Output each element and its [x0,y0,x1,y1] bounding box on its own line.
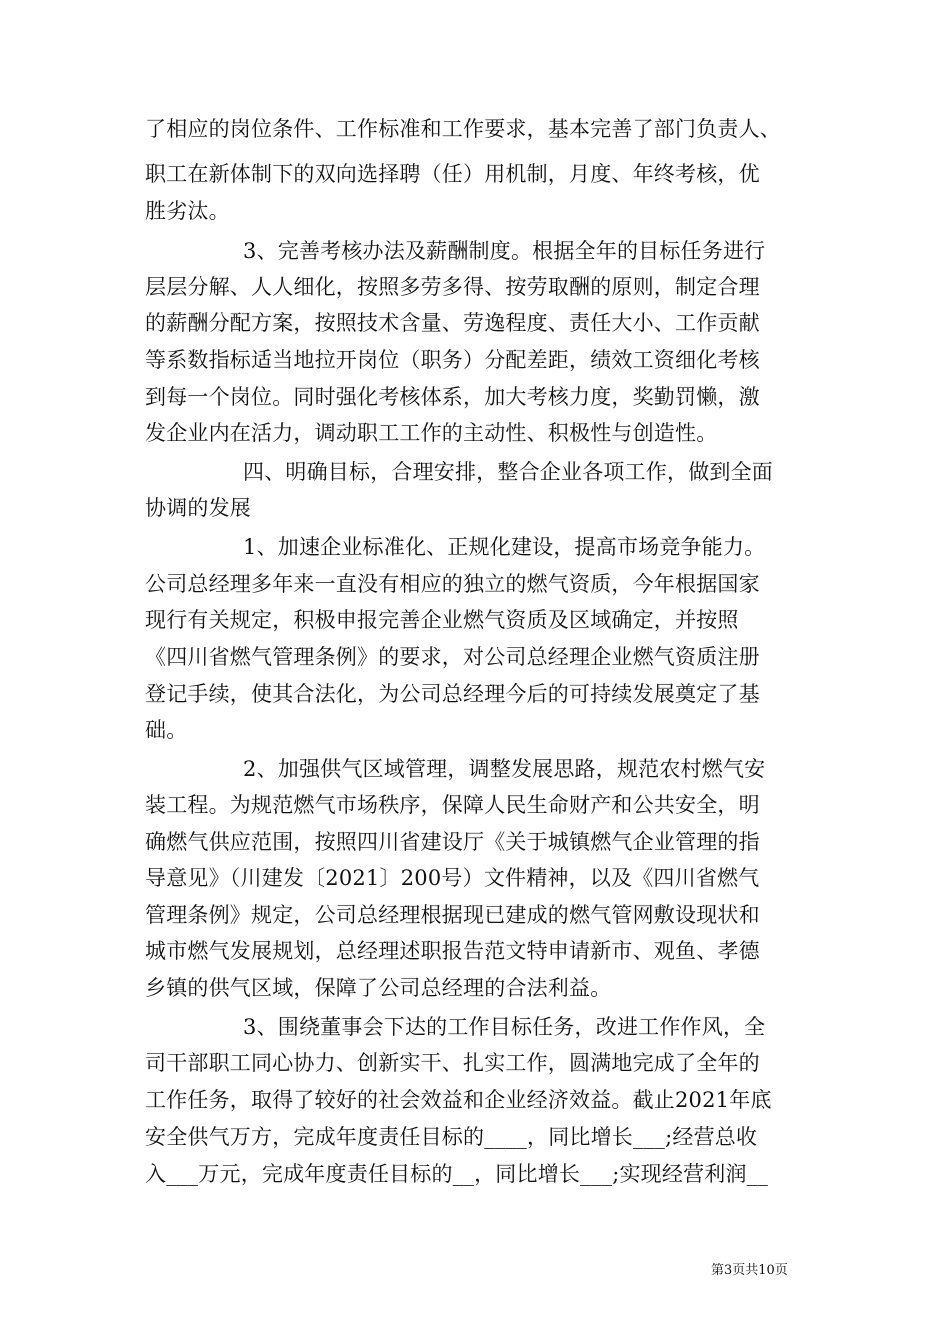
section-heading: 协调的发展 [145,496,251,520]
text-line: 入___万元，完成年度责任目标的__，同比增长___;实现经营利润__ [145,1162,769,1186]
text-line: 发企业内在活力，调动职工工作的主动性、积极性与创造性。 [145,421,718,445]
text-line: 等系数指标适当地拉开岗位（职务）分配差距，绩效工资细化考核 [145,348,760,372]
text-line: 的薪酬分配方案，按照技术含量、劳逸程度、责任大小、工作贡献 [145,311,760,335]
text-line: 层层分解、人人细化，按照多劳多得、按劳取酬的原则，制定合理 [145,275,760,299]
section-heading: 四、明确目标，合理安排，整合企业各项工作，做到全面 [243,460,773,484]
text-line: 1、加速企业标准化、正规化建设，提高市场竞争能力。 [243,535,766,559]
text-line: 3、完善考核办法及薪酬制度。根据全年的目标任务进行 [243,239,766,263]
text-line: 确燃气供应范围，按照四川省建设厅《关于城镇燃气企业管理的指 [145,830,760,854]
text-line: 城市燃气发展规划，总经理述职报告范文特申请新市、观鱼、孝德 [145,939,760,963]
text-line: 础。 [145,718,188,742]
text-line: 登记手续，使其合法化，为公司总经理今后的可持续发展奠定了基 [145,682,760,706]
text-line: 胜劣汰。 [145,199,230,223]
text-line: 导意见》（川建发〔2021〕200号）文件精神，以及《四川省燃气 [145,866,760,890]
text-line: 乡镇的供气区域，保障了公司总经理的合法利益。 [145,976,612,1000]
text-line: 现行有关规定，积极申报完善企业燃气资质及区域确定，并按照 [145,608,739,632]
text-line: 安全供气万方，完成年度责任目标的____，同比增长___;经营总收 [145,1125,758,1149]
text-line: 2、加强供气区域管理，调整发展思路，规范农村燃气安 [243,757,766,781]
text-line: 职工在新体制下的双向选择聘（任）用机制，月度、年终考核，优 [145,162,760,186]
text-line: 公司总经理多年来一直没有相应的独立的燃气资质，今年根据国家 [145,572,760,596]
text-line: 工作任务，取得了较好的社会效益和企业经济效益。截止2021年底 [145,1088,772,1112]
text-line: 司干部职工同心协力、创新实干、扎实工作，圆满地完成了全年的 [145,1051,760,1075]
text-line: 管理条例》规定，公司总经理根据现已建成的燃气管网敷设现状和 [145,903,760,927]
text-line: 《四川省燃气管理条例》的要求，对公司总经理企业燃气资质注册 [145,645,760,669]
text-line: 到每一个岗位。同时强化考核体系，加大考核力度，奖勤罚懒，激 [145,385,760,409]
text-line: 3、围绕董事会下达的工作目标任务，改进工作作风，全 [243,1015,766,1039]
page-number: 第3页共10页 [711,1263,788,1278]
text-line: 装工程。为规范燃气市场秩序，保障人民生命财产和公共安全，明 [145,793,760,817]
text-line: 了相应的岗位条件、工作标准和工作要求，基本完善了部门负责人、 [145,117,781,141]
